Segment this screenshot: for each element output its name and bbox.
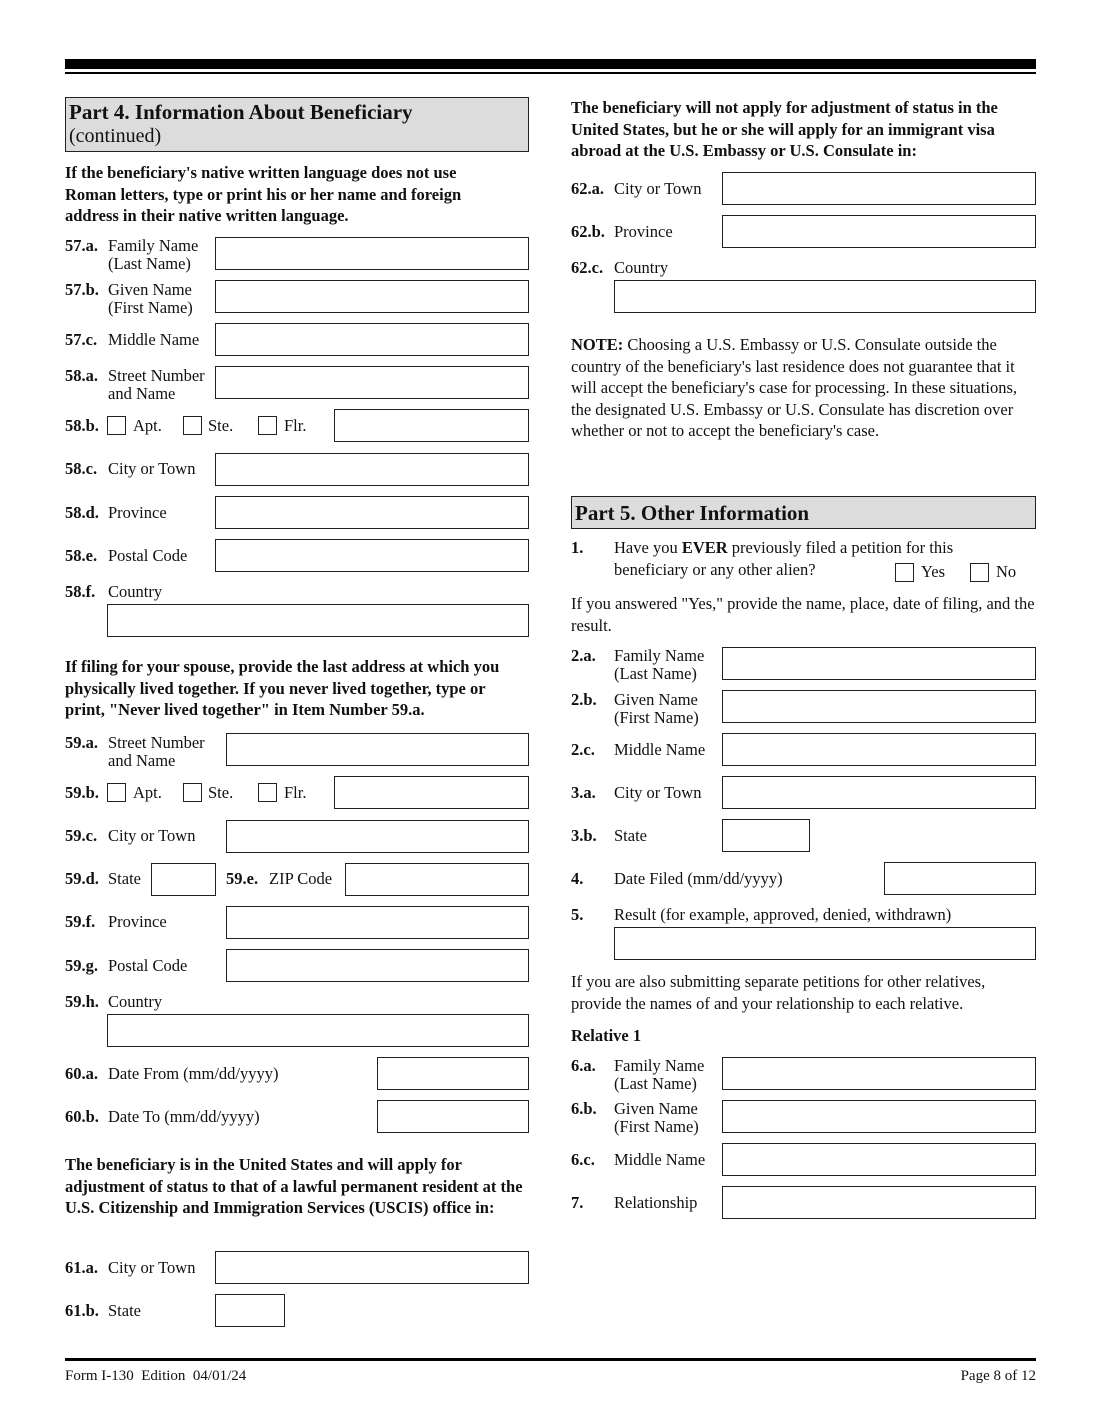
note-text: Choosing a U.S. Embassy or U.S. Consulate outside the country of the beneficiary's last residence does not guarantee that it will accept the beneficiary's case for processing. In these situations, the designated U.S. Embassy or U.S. Consulate has discretion over whether or not to accept the beneficiary's case. xyxy=(571,335,1018,440)
q7-label: Relationship xyxy=(614,1193,698,1212)
q62a-number: 62.a. xyxy=(571,179,604,198)
q59e-number: 59.e. xyxy=(226,869,259,888)
q59b-number: 59.b. xyxy=(65,783,99,802)
q2b-number: 2.b. xyxy=(571,690,597,709)
q1-no-label: No xyxy=(996,562,1017,581)
q4-date-filed-input[interactable] xyxy=(884,862,1036,895)
other-relatives-instructions: If you are also submitting separate petitions for other relatives, provide the names of and your relationship to each relative. xyxy=(571,972,986,1013)
q58b-ste-checkbox[interactable] xyxy=(183,416,202,435)
q62c-number: 62.c. xyxy=(571,258,604,277)
q6a-number: 6.a. xyxy=(571,1056,596,1075)
top-thin-rule xyxy=(65,72,1036,74)
q59f-number: 59.f. xyxy=(65,912,96,931)
q59f-label: Province xyxy=(108,912,167,931)
q57a-label-line1: Family Name xyxy=(108,236,199,255)
q62a-city-input[interactable] xyxy=(722,172,1036,205)
top-thick-rule xyxy=(65,59,1036,69)
q60b-date-to-input[interactable] xyxy=(377,1100,529,1133)
q58d-number: 58.d. xyxy=(65,503,99,522)
q6c-middle-name-input[interactable] xyxy=(722,1143,1036,1176)
relative1-heading: Relative 1 xyxy=(571,1026,642,1045)
q59d-state-input[interactable] xyxy=(151,863,216,896)
q3a-number: 3.a. xyxy=(571,783,596,802)
q58a-street-input[interactable] xyxy=(215,366,529,399)
q59g-postal-code-input[interactable] xyxy=(226,949,529,982)
q59b-flr-checkbox[interactable] xyxy=(258,783,277,802)
q59a-label-line2: and Name xyxy=(108,751,176,770)
q58a-label-line2: and Name xyxy=(108,384,176,403)
q59g-number: 59.g. xyxy=(65,956,98,975)
q61a-city-input[interactable] xyxy=(215,1251,529,1284)
q58e-label: Postal Code xyxy=(108,546,188,565)
q59b-apt-label: Apt. xyxy=(133,783,162,802)
footer-form-edition: Form I-130 Edition 04/01/24 xyxy=(65,1368,247,1384)
q3b-state-input[interactable] xyxy=(722,819,810,852)
us-adjustment-instructions: The beneficiary is in the United States and will apply for adjustment of status to that of a lawful permanent resident at the U.S. Citizenship and Immigration Services (USCIS) office in: xyxy=(65,1155,523,1217)
q7-relationship-input[interactable] xyxy=(722,1186,1036,1219)
q57c-middle-name-input[interactable] xyxy=(215,323,529,356)
q60a-date-from-input[interactable] xyxy=(377,1057,529,1090)
q6c-number: 6.c. xyxy=(571,1150,595,1169)
q4-number: 4. xyxy=(571,869,584,888)
q58b-flr-checkbox[interactable] xyxy=(258,416,277,435)
q57b-label-line2: (First Name) xyxy=(108,298,193,317)
q58c-number: 58.c. xyxy=(65,459,98,478)
q3a-label: City or Town xyxy=(614,783,702,802)
q58b-number: 58.b. xyxy=(65,416,99,435)
q5-label: Result (for example, approved, denied, withdrawn) xyxy=(614,905,952,924)
q58f-country-input[interactable] xyxy=(107,604,529,637)
q58b-unit-number-input[interactable] xyxy=(334,409,529,442)
q61a-label: City or Town xyxy=(108,1258,196,1277)
q62c-label: Country xyxy=(614,258,669,277)
q2b-label-line2: (First Name) xyxy=(614,708,699,727)
q6b-label-line1: Given Name xyxy=(614,1099,698,1118)
embassy-note xyxy=(571,334,1037,442)
q57a-number: 57.a. xyxy=(65,236,98,255)
q58a-label-line1: Street Number xyxy=(108,366,205,385)
q7-number: 7. xyxy=(571,1193,584,1212)
q61a-number: 61.a. xyxy=(65,1258,98,1277)
q62b-number: 62.b. xyxy=(571,222,605,241)
q60b-number: 60.b. xyxy=(65,1107,99,1126)
q58f-number: 58.f. xyxy=(65,582,96,601)
part5-title: Part 5. Other Information xyxy=(575,501,810,525)
q60a-number: 60.a. xyxy=(65,1064,98,1083)
q2c-number: 2.c. xyxy=(571,740,595,759)
q59c-label: City or Town xyxy=(108,826,196,845)
q61b-number: 61.b. xyxy=(65,1301,99,1320)
q1-question-line1 xyxy=(614,539,953,557)
q3b-label: State xyxy=(614,826,647,845)
q59c-number: 59.c. xyxy=(65,826,98,845)
q6c-label: Middle Name xyxy=(614,1150,706,1169)
q6a-label-line1: Family Name xyxy=(614,1056,705,1075)
q59h-label: Country xyxy=(108,992,163,1011)
q1-text-ever: EVER xyxy=(681,538,728,557)
q2c-middle-name-input[interactable] xyxy=(722,733,1036,766)
q61b-state-input[interactable] xyxy=(215,1294,285,1327)
q58b-apt-label: Apt. xyxy=(133,416,162,435)
q59b-apt-checkbox[interactable] xyxy=(107,783,126,802)
q1-yes-checkbox[interactable] xyxy=(895,563,914,582)
q1-text-b: previously filed a petition for this xyxy=(727,538,954,557)
q57a-label-line2: (Last Name) xyxy=(108,254,191,273)
q59d-label: State xyxy=(108,869,141,888)
q57a-family-name-input[interactable] xyxy=(215,237,529,270)
q59g-label: Postal Code xyxy=(108,956,188,975)
q58c-city-input[interactable] xyxy=(215,453,529,486)
q59f-province-input[interactable] xyxy=(226,906,529,939)
q2b-label-line1: Given Name xyxy=(614,690,698,709)
part4-subtitle: (continued) xyxy=(69,125,162,147)
q58c-label: City or Town xyxy=(108,459,196,478)
part4-title: Part 4. Information About Beneficiary xyxy=(69,100,413,124)
q60a-label: Date From (mm/dd/yyyy) xyxy=(108,1064,279,1083)
q62a-label: City or Town xyxy=(614,179,702,198)
q6b-number: 6.b. xyxy=(571,1099,597,1118)
q59c-city-input[interactable] xyxy=(226,820,529,853)
q6b-given-name-input[interactable] xyxy=(722,1100,1036,1133)
q1-yes-label: Yes xyxy=(921,562,946,581)
q1-no-checkbox[interactable] xyxy=(970,563,989,582)
q58b-ste-label: Ste. xyxy=(208,416,234,435)
q57b-label-line1: Given Name xyxy=(108,280,192,299)
q62b-label: Province xyxy=(614,222,673,241)
q59e-label: ZIP Code xyxy=(269,869,333,888)
q57b-number: 57.b. xyxy=(65,280,99,299)
q1-question-line2: beneficiary or any other alien? xyxy=(614,560,816,579)
q6a-family-name-input[interactable] xyxy=(722,1057,1036,1090)
q59a-label-line1: Street Number xyxy=(108,733,205,752)
q2a-number: 2.a. xyxy=(571,646,596,665)
q59e-zip-code-input[interactable] xyxy=(345,863,529,896)
q57c-number: 57.c. xyxy=(65,330,98,349)
q2c-label: Middle Name xyxy=(614,740,706,759)
q59b-flr-label: Flr. xyxy=(284,783,307,802)
q58a-number: 58.a. xyxy=(65,366,98,385)
q62b-province-input[interactable] xyxy=(722,215,1036,248)
q59b-ste-label: Ste. xyxy=(208,783,234,802)
q5-result-input[interactable] xyxy=(614,927,1036,960)
q57c-label: Middle Name xyxy=(108,330,200,349)
part5-header xyxy=(571,496,1036,529)
q2a-family-name-input[interactable] xyxy=(722,647,1036,680)
q1-text-a: Have you xyxy=(614,538,682,557)
q2a-label-line1: Family Name xyxy=(614,646,705,665)
q59a-number: 59.a. xyxy=(65,733,98,752)
part4-header xyxy=(65,97,529,152)
q1-number: 1. xyxy=(571,538,584,557)
footer-rule xyxy=(65,1358,1036,1361)
q59h-number: 59.h. xyxy=(65,992,99,1011)
q59h-country-input[interactable] xyxy=(107,1014,529,1047)
q58e-number: 58.e. xyxy=(65,546,98,565)
note-label: NOTE: xyxy=(571,335,624,354)
q57b-given-name-input[interactable] xyxy=(215,280,529,313)
q59b-ste-checkbox[interactable] xyxy=(183,783,202,802)
q3b-number: 3.b. xyxy=(571,826,597,845)
q6b-label-line2: (First Name) xyxy=(614,1117,699,1136)
q58b-flr-label: Flr. xyxy=(284,416,307,435)
q62c-country-input[interactable] xyxy=(614,280,1036,313)
q2b-given-name-input[interactable] xyxy=(722,690,1036,723)
native-language-instructions: If the beneficiary's native written language does not use Roman letters, type or print his or her name and foreign address in their native written language. xyxy=(65,163,462,225)
q58e-postal-code-input[interactable] xyxy=(215,539,529,572)
q60b-label: Date To (mm/dd/yyyy) xyxy=(108,1107,260,1126)
q4-label: Date Filed (mm/dd/yyyy) xyxy=(614,869,783,888)
q5-number: 5. xyxy=(571,905,584,924)
q6a-label-line2: (Last Name) xyxy=(614,1074,697,1093)
q58d-province-input[interactable] xyxy=(215,496,529,529)
q59b-unit-number-input[interactable] xyxy=(334,776,529,809)
q3a-city-input[interactable] xyxy=(722,776,1036,809)
yes-instructions: If you answered "Yes," provide the name, place, date of filing, and the result. xyxy=(571,594,1035,635)
q58d-label: Province xyxy=(108,503,167,522)
abroad-visa-instructions: The beneficiary will not apply for adjustment of status in the United States, but he or she will apply for an immigrant visa abroad at the U.S. Embassy or U.S. Consulate in: xyxy=(571,98,998,160)
q59d-number: 59.d. xyxy=(65,869,99,888)
q58b-apt-checkbox[interactable] xyxy=(107,416,126,435)
q59a-street-input[interactable] xyxy=(226,733,529,766)
footer-page-number: Page 8 of 12 xyxy=(960,1368,1036,1384)
q58f-label: Country xyxy=(108,582,163,601)
q2a-label-line2: (Last Name) xyxy=(614,664,697,683)
spouse-address-instructions: If filing for your spouse, provide the last address at which you physically lived together. If you never lived together, type or print, "Never lived together" in Item Number 59.a. xyxy=(65,657,500,719)
q61b-label: State xyxy=(108,1301,141,1320)
